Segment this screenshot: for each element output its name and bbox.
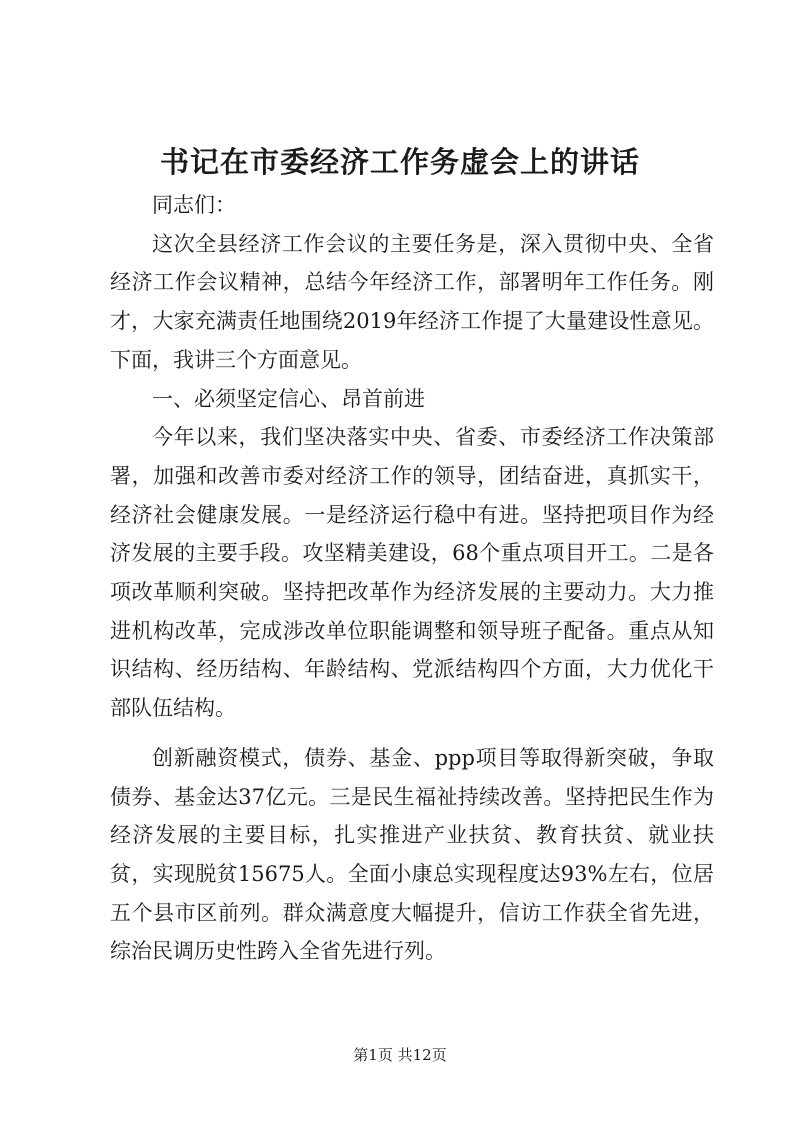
paragraph-intro: 这次全县经济工作会议的主要任务是，深入贯彻中央、全省经济工作会议精神，总结今年经济工作，部署明年工作任务。刚才，大家充满责任地围绕2019年经济工作提了大量建设性意见。下面，我讲三个方面意见。 <box>110 231 714 372</box>
paragraph-financing: 创新融资模式，债券、基金、ppp项目等取得新突破，争取债券、基金达37亿元。三是民生福祉持续改善。坚持把民生作为经济发展的主要目标，扎实推进产业扶贫、教育扶贫、就业扶贫，实现脱贫15675人。全面小康总实现程度达93%左右，位居五个县市区前列。群众满意度大幅提升，信访工作获全省先进，综治民调历史性跨入全省先进行列。 <box>110 745 714 964</box>
paragraph-achievements: 今年以来，我们坚决落实中央、省委、市委经济工作决策部署，加强和改善市委对经济工作的领导，团结奋进，真抓实干，经济社会健康发展。一是经济运行稳中有进。坚持把项目作为经济发展的主要手段。攻坚精美建设，68个重点项目开工。二是各项改革顺利突破。坚持把改革作为经济发展的主要动力。大力推进机构改革，完成涉改单位职能调整和领导班子配备。重点从知识结构、经历结构、年龄结构、党派结构四个方面，大力优化干部队伍结构。 <box>110 425 714 721</box>
section-heading: 一、必须坚定信心、昂首前进 <box>152 386 425 411</box>
salutation: 同志们： <box>152 193 236 217</box>
document-body <box>110 186 714 971</box>
document-title: 书记在市委经济工作务虚会上的讲话 <box>159 145 640 179</box>
page-number-footer: 第1页 共12页 <box>353 1046 447 1064</box>
